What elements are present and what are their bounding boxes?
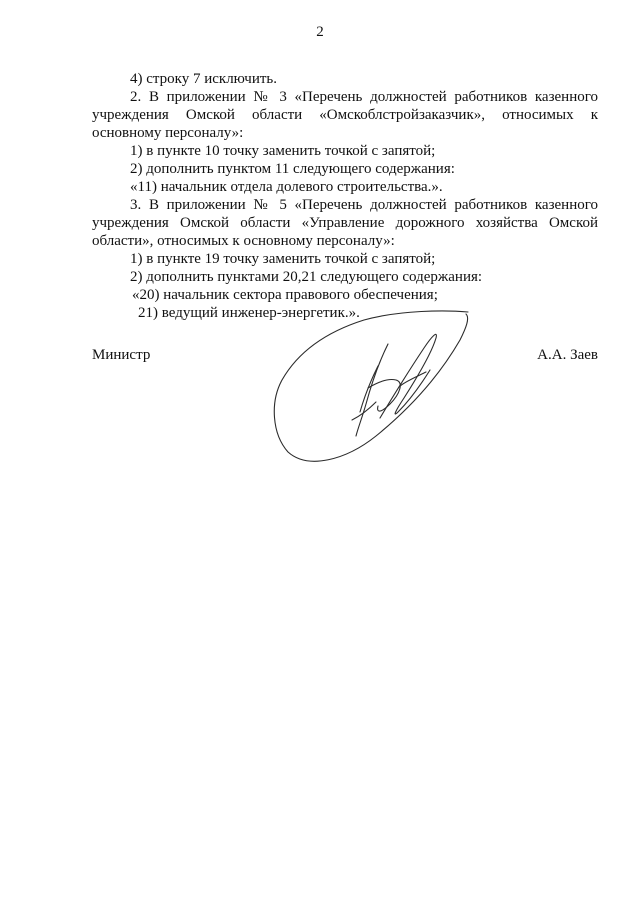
paragraph-10: 21) ведущий инженер-энергетик.». [138, 305, 360, 321]
signatory-position: Министр [92, 347, 151, 363]
paragraph-7: 1) в пункте 19 точку заменить точкой с запятой; [130, 251, 436, 267]
paragraph-2: 2. В приложении № 3 «Перечень должностей работников казенного учреждения Омской области «Омскоблстройзаказчик», относимых к основному персоналу»: [92, 89, 598, 141]
document-body [92, 70, 598, 322]
page-number: 2 [316, 24, 324, 40]
paragraph-5: «11) начальник отдела долевого строительства.». [130, 179, 443, 195]
paragraph-9: «20) начальник сектора правового обеспечения; [132, 287, 438, 303]
paragraph-4: 2) дополнить пунктом 11 следующего содержания: [130, 161, 455, 177]
handwritten-signature [268, 300, 478, 470]
signatory-name: А.А. Заев [537, 347, 598, 363]
paragraph-3: 1) в пункте 10 точку заменить точкой с запятой; [130, 143, 436, 159]
paragraph-1: 4) строку 7 исключить. [130, 71, 278, 87]
paragraph-8: 2) дополнить пунктами 20,21 следующего содержания: [130, 269, 483, 285]
paragraph-6: 3. В приложении № 5 «Перечень должностей работников казенного учреждения Омской области «Управление дорожного хозяйства Омской области», относимых к основному персоналу»: [92, 197, 598, 249]
